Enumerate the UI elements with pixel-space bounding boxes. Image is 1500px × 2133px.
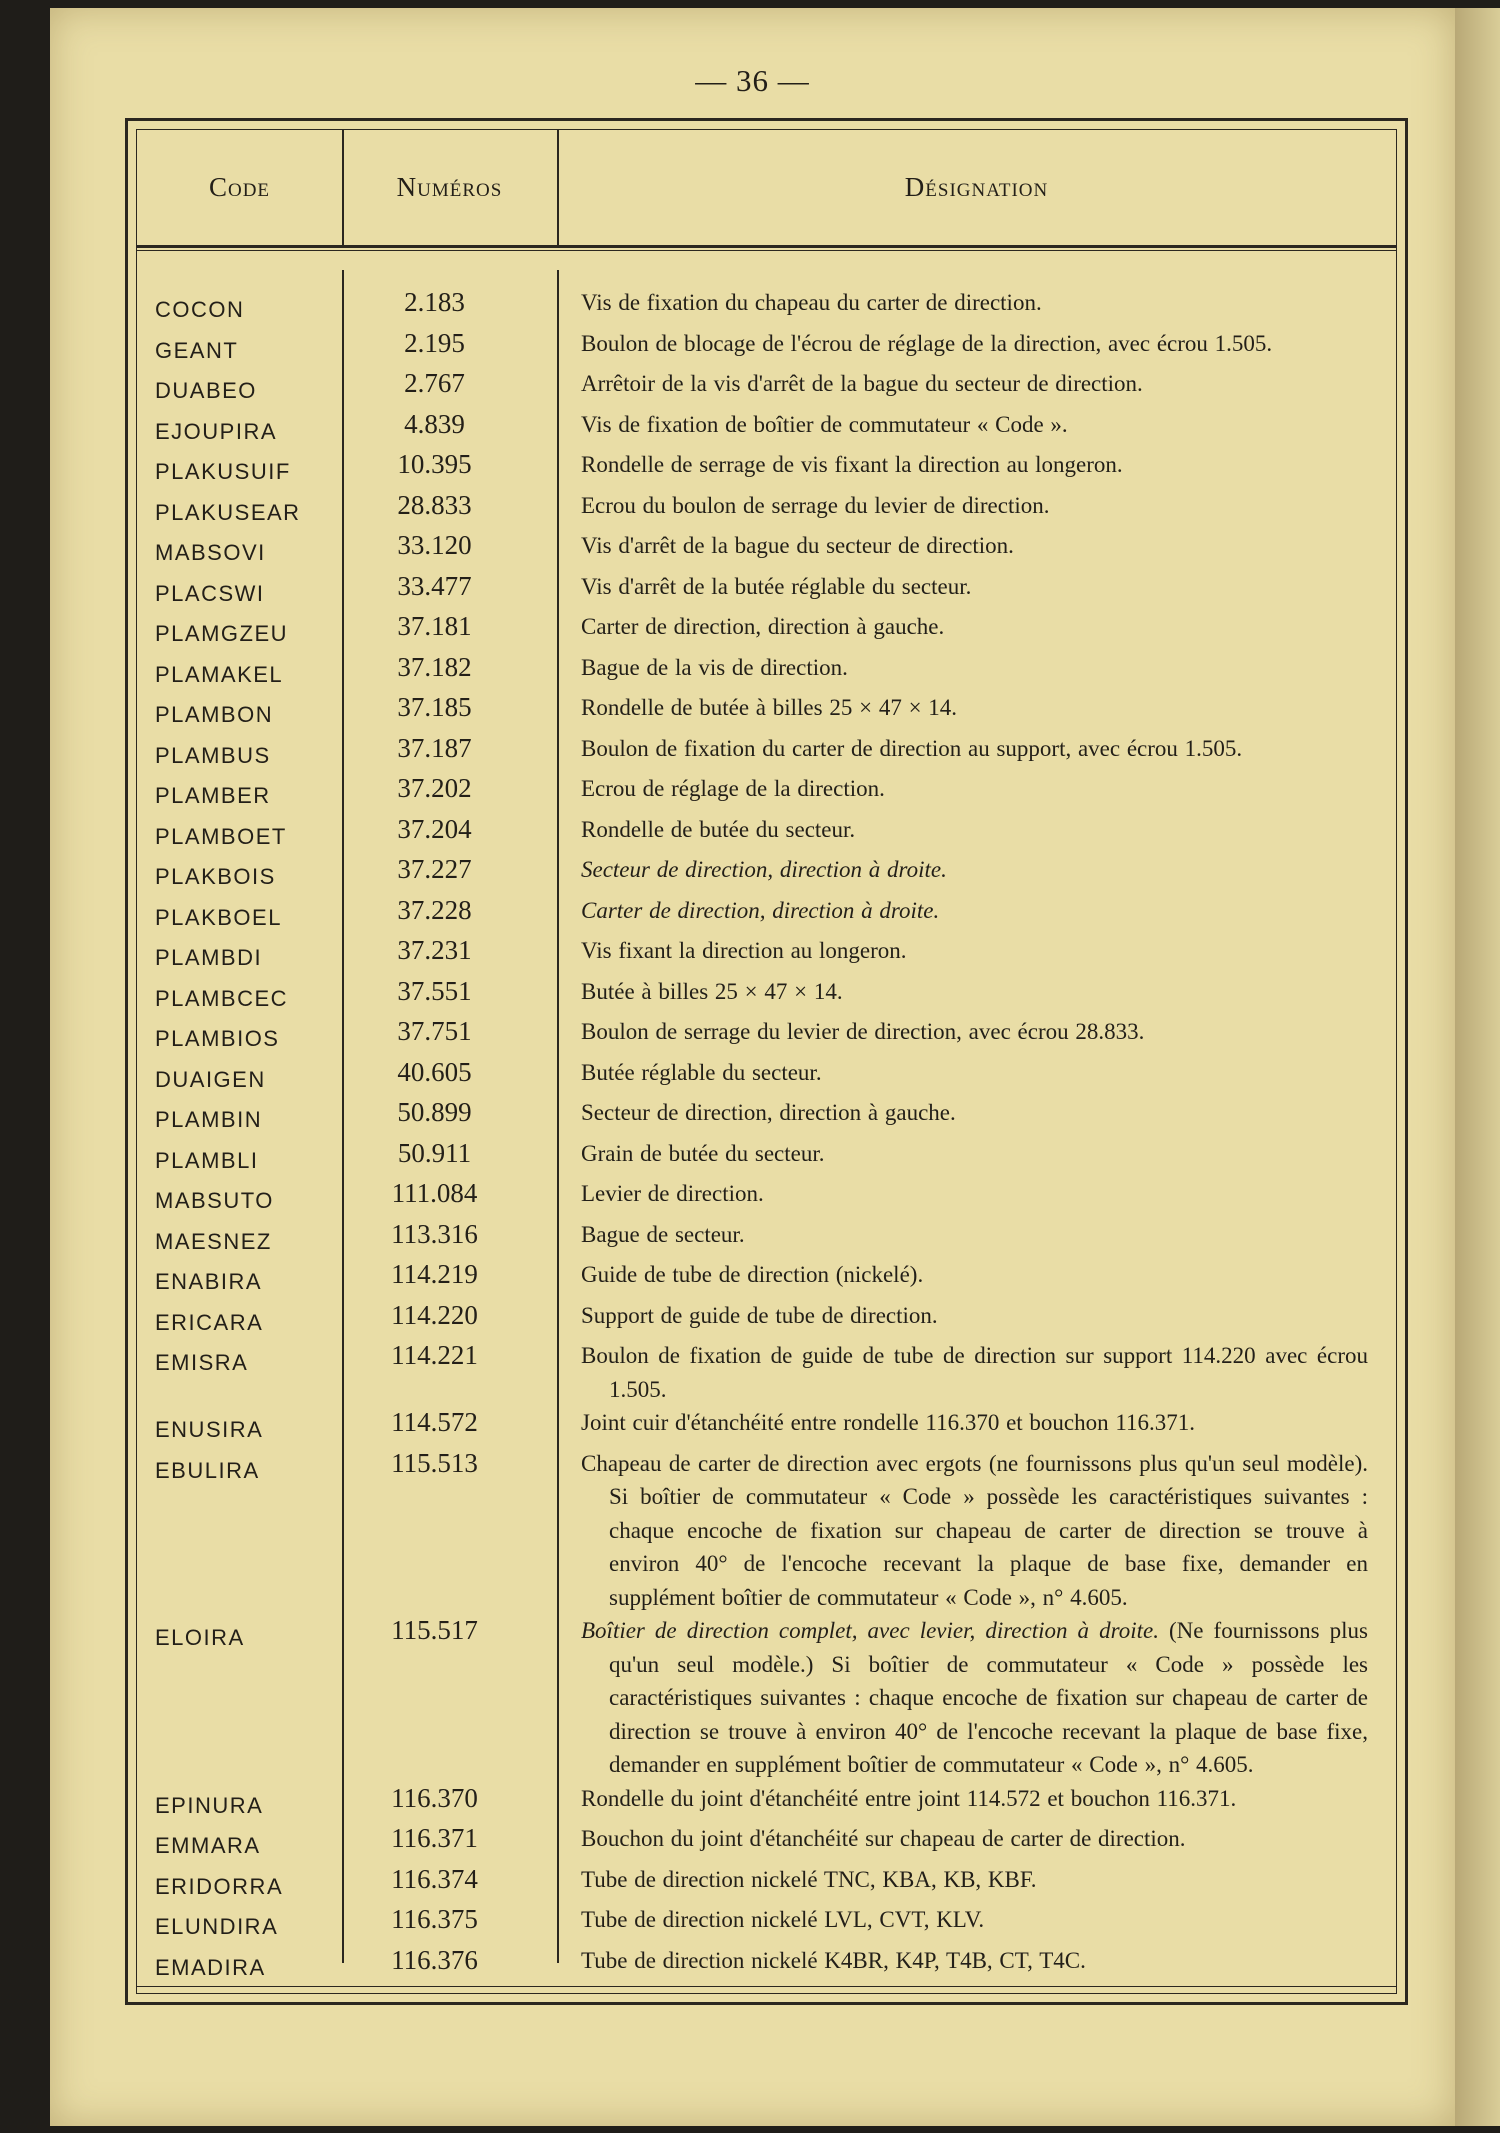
part-code: ENABIRA bbox=[155, 1269, 263, 1294]
part-designation bbox=[557, 1015, 1396, 1056]
table-row bbox=[137, 1614, 1396, 1782]
designation-text: Ecrou du boulon de serrage du levier de direction. bbox=[581, 492, 1050, 518]
part-code: PLAKUSEAR bbox=[155, 499, 301, 525]
part-number: 116.370 bbox=[391, 1782, 478, 1813]
header-rule-thin bbox=[137, 250, 1396, 251]
part-code: EMADIRA bbox=[155, 1954, 266, 1980]
part-designation bbox=[557, 1863, 1396, 1904]
designation-text: Carter de direction, direction à droite. bbox=[581, 897, 940, 923]
table-row bbox=[137, 691, 1396, 732]
table-row bbox=[137, 732, 1396, 773]
part-designation bbox=[557, 1056, 1396, 1097]
designation-text: Vis d'arrêt de la butée réglable du secteur. bbox=[581, 573, 972, 599]
part-number: 111.084 bbox=[391, 1178, 478, 1208]
part-number: 2.767 bbox=[404, 368, 465, 398]
table-row bbox=[137, 651, 1396, 692]
part-designation bbox=[557, 1944, 1396, 1985]
table-row bbox=[137, 1863, 1396, 1904]
designation-text: Vis de fixation du chapeau du carter de direction. bbox=[581, 290, 1042, 315]
table-row bbox=[137, 1339, 1396, 1406]
designation-text: Vis fixant la direction au longeron. bbox=[581, 938, 907, 963]
designation-text: Boîtier de direction complet, avec levier, direction à droite. (Ne fournissons plus qu'un seul modèle.) Si boîtier de commutateur « Code » possède les caractéristiques suivantes : chaque encoche de fixation sur chapeau de carter de direction se trouve à environ 40° de l'encoche recevant la plaque de base fixe, demander en supplément boîtier de commutateur « Code », n° 4.605. bbox=[581, 1618, 1368, 1777]
part-code: PLAMGZEU bbox=[155, 621, 289, 646]
part-code: PLAMBCEC bbox=[155, 985, 289, 1011]
part-code: ELOIRA bbox=[155, 1625, 245, 1650]
column-divider bbox=[557, 130, 559, 245]
part-number: 116.371 bbox=[391, 1823, 478, 1853]
designation-text: Vis d'arrêt de la bague du secteur de direction. bbox=[581, 533, 1014, 558]
designation-text: Boulon de blocage de l'écrou de réglage de la direction, avec écrou 1.505. bbox=[581, 330, 1273, 356]
part-number: 116.376 bbox=[391, 1944, 478, 1975]
part-number: 33.477 bbox=[397, 570, 472, 601]
part-code: DUAIGEN bbox=[155, 1066, 266, 1092]
table-row bbox=[137, 448, 1396, 489]
designation-text: Carter de direction, direction à gauche. bbox=[581, 614, 945, 639]
part-designation bbox=[557, 1258, 1396, 1299]
part-designation bbox=[557, 1406, 1396, 1447]
part-designation bbox=[557, 1299, 1396, 1340]
table-row bbox=[137, 1096, 1396, 1137]
part-number: 116.374 bbox=[391, 1863, 478, 1894]
designation-text: Bouchon du joint d'étanchéité sur chapeau de carter de direction. bbox=[581, 1826, 1186, 1851]
part-code: DUABEO bbox=[155, 378, 257, 403]
part-number: 37.751 bbox=[397, 1016, 472, 1046]
part-designation bbox=[557, 1177, 1396, 1218]
designation-text: Tube de direction nickelé TNC, KBA, KB, KBF. bbox=[581, 1866, 1037, 1892]
part-designation bbox=[557, 408, 1396, 449]
header-designation: Désignation bbox=[904, 172, 1049, 202]
part-designation bbox=[557, 853, 1396, 894]
part-number: 114.220 bbox=[391, 1299, 478, 1330]
part-code: PLACSWI bbox=[155, 580, 265, 606]
part-code: ERICARA bbox=[155, 1309, 264, 1335]
part-number: 37.202 bbox=[397, 773, 472, 803]
table-inner-border bbox=[136, 129, 1397, 1994]
part-code: PLAMBLI bbox=[155, 1147, 259, 1173]
part-code: GEANT bbox=[155, 337, 239, 363]
designation-text: Tube de direction nickelé LVL, CVT, KLV. bbox=[581, 1907, 985, 1932]
designation-text: Ecrou de réglage de la direction. bbox=[581, 776, 885, 801]
part-designation bbox=[557, 1782, 1396, 1823]
part-designation bbox=[557, 448, 1396, 489]
designation-text: Bague de secteur. bbox=[581, 1221, 745, 1247]
part-code: MABSUTO bbox=[155, 1188, 274, 1213]
part-number: 114.219 bbox=[391, 1259, 478, 1289]
part-number: 115.513 bbox=[391, 1447, 478, 1478]
parts-table bbox=[125, 118, 1408, 2005]
table-row bbox=[137, 975, 1396, 1016]
part-number: 37.551 bbox=[397, 975, 472, 1006]
designation-text: Arrêtoir de la vis d'arrêt de la bague du secteur de direction. bbox=[581, 371, 1143, 396]
part-number: 37.227 bbox=[397, 854, 472, 884]
part-number: 37.187 bbox=[397, 732, 472, 763]
part-code: COCON bbox=[155, 297, 245, 322]
part-code: EPINURA bbox=[155, 1792, 264, 1818]
part-designation bbox=[557, 327, 1396, 368]
part-code: EMISRA bbox=[155, 1350, 249, 1375]
part-designation bbox=[557, 732, 1396, 773]
part-code: PLAKBOIS bbox=[155, 864, 276, 889]
designation-text: Boulon de fixation du carter de direction au support, avec écrou 1.505. bbox=[581, 735, 1243, 761]
part-number: 37.182 bbox=[397, 651, 472, 682]
header-rule bbox=[137, 245, 1396, 248]
part-designation bbox=[557, 1822, 1396, 1863]
designation-text: Butée à billes 25 × 47 × 14. bbox=[581, 978, 843, 1004]
part-number: 2.195 bbox=[404, 327, 465, 358]
part-designation bbox=[557, 1339, 1396, 1406]
part-code: PLAKBOEL bbox=[155, 904, 282, 930]
part-number: 114.572 bbox=[391, 1407, 478, 1437]
header-numeros: Numéros bbox=[396, 172, 503, 202]
part-code: PLAMBUS bbox=[155, 742, 271, 768]
table-body bbox=[137, 286, 1396, 1984]
part-designation bbox=[557, 610, 1396, 651]
table-row bbox=[137, 853, 1396, 894]
part-code: EBULIRA bbox=[155, 1457, 260, 1483]
part-code: ERIDORRA bbox=[155, 1873, 284, 1899]
part-code: PLAMBIOS bbox=[155, 1026, 280, 1051]
part-number: 50.899 bbox=[397, 1097, 472, 1127]
column-divider bbox=[342, 130, 344, 245]
part-designation bbox=[557, 489, 1396, 530]
header-code: Code bbox=[208, 172, 271, 202]
part-number: 4.839 bbox=[404, 408, 465, 439]
table-row bbox=[137, 1258, 1396, 1299]
designation-text: Rondelle du joint d'étanchéité entre joint 114.572 et bouchon 116.371. bbox=[581, 1785, 1237, 1811]
part-designation bbox=[557, 1614, 1396, 1782]
part-designation bbox=[557, 1903, 1396, 1944]
part-code: PLAMBIN bbox=[155, 1107, 263, 1132]
part-designation bbox=[557, 772, 1396, 813]
table-row bbox=[137, 286, 1396, 327]
part-code: EMMARA bbox=[155, 1833, 261, 1858]
designation-text: Butée réglable du secteur. bbox=[581, 1059, 822, 1085]
table-row bbox=[137, 772, 1396, 813]
table-row bbox=[137, 1177, 1396, 1218]
part-designation bbox=[557, 894, 1396, 935]
table-row bbox=[137, 1782, 1396, 1823]
table-row bbox=[137, 327, 1396, 368]
designation-text: Bague de la vis de direction. bbox=[581, 654, 848, 680]
part-number: 37.204 bbox=[397, 813, 472, 844]
part-number: 50.911 bbox=[397, 1137, 472, 1168]
designation-text: Rondelle de butée du secteur. bbox=[581, 816, 856, 842]
table-row bbox=[137, 1447, 1396, 1615]
designation-text: Boulon de serrage du levier de direction, avec écrou 28.833. bbox=[581, 1019, 1145, 1044]
table-row bbox=[137, 1015, 1396, 1056]
designation-text: Tube de direction nickelé K4BR, K4P, T4B, CT, T4C. bbox=[581, 1947, 1086, 1973]
table-row bbox=[137, 1944, 1396, 1985]
designation-text: Boulon de fixation de guide de tube de direction sur support 114.220 avec écrou 1.505. bbox=[581, 1343, 1368, 1402]
italic-lead: Boîtier de direction complet, avec levier, direction à droite. bbox=[581, 1618, 1159, 1643]
table-row bbox=[137, 1299, 1396, 1340]
part-designation bbox=[557, 975, 1396, 1016]
designation-text: Secteur de direction, direction à gauche. bbox=[581, 1100, 956, 1125]
part-code: MAESNEZ bbox=[155, 1228, 272, 1254]
part-code: PLAKUSUIF bbox=[155, 459, 291, 484]
part-designation bbox=[557, 1218, 1396, 1259]
part-number: 37.231 bbox=[397, 935, 472, 965]
part-designation bbox=[557, 1137, 1396, 1178]
table-row bbox=[137, 934, 1396, 975]
part-code: PLAMBDI bbox=[155, 945, 263, 970]
table-row bbox=[137, 813, 1396, 854]
part-designation bbox=[557, 691, 1396, 732]
designation-text: Chapeau de carter de direction avec ergots (ne fournissons plus qu'un seul modèle). Si boîtier de commutateur « Code » possède les caractéristiques suivantes : chaque encoche de fixation sur chapeau de carter de direction se trouve à environ 40° de l'encoche recevant la plaque de base fixe, demander en supplément boîtier de commutateur « Code », n° 4.605. bbox=[581, 1450, 1368, 1610]
part-designation bbox=[557, 1447, 1396, 1615]
table-row bbox=[137, 489, 1396, 530]
part-number: 40.605 bbox=[397, 1056, 472, 1087]
table-row bbox=[137, 1056, 1396, 1097]
part-code: EJOUPIRA bbox=[155, 418, 278, 444]
part-designation bbox=[557, 813, 1396, 854]
part-number: 114.221 bbox=[391, 1340, 478, 1370]
part-designation bbox=[557, 367, 1396, 408]
part-number: 2.183 bbox=[404, 287, 465, 317]
page-number: — 36 — bbox=[695, 63, 810, 98]
table-row bbox=[137, 1218, 1396, 1259]
table-row bbox=[137, 1137, 1396, 1178]
table-row bbox=[137, 367, 1396, 408]
part-code: ENUSIRA bbox=[155, 1417, 264, 1442]
table-row bbox=[137, 408, 1396, 449]
page-edge bbox=[1455, 8, 1500, 2126]
part-number: 33.120 bbox=[397, 530, 472, 560]
designation-text: Grain de butée du secteur. bbox=[581, 1140, 825, 1166]
part-number: 28.833 bbox=[397, 489, 472, 520]
part-code: PLAMBON bbox=[155, 702, 274, 727]
part-code: MABSOVI bbox=[155, 540, 266, 565]
part-code: PLAMBOET bbox=[155, 823, 287, 849]
part-designation bbox=[557, 286, 1396, 327]
part-number: 115.517 bbox=[391, 1615, 478, 1645]
designation-text: Joint cuir d'étanchéité entre rondelle 116.370 et bouchon 116.371. bbox=[581, 1410, 1196, 1435]
part-code: ELUNDIRA bbox=[155, 1914, 279, 1939]
table-row bbox=[137, 1406, 1396, 1447]
part-code: PLAMBER bbox=[155, 783, 271, 808]
table-row bbox=[137, 570, 1396, 611]
part-number: 116.375 bbox=[391, 1904, 478, 1934]
part-number: 37.181 bbox=[397, 611, 472, 641]
table-row bbox=[137, 1903, 1396, 1944]
table-row bbox=[137, 610, 1396, 651]
designation-text: Guide de tube de direction (nickelé). bbox=[581, 1262, 924, 1287]
part-designation bbox=[557, 529, 1396, 570]
part-number: 10.395 bbox=[397, 449, 472, 479]
designation-text: Vis de fixation de boîtier de commutateur « Code ». bbox=[581, 411, 1068, 437]
designation-text: Levier de direction. bbox=[581, 1181, 764, 1206]
part-number: 113.316 bbox=[391, 1218, 478, 1249]
part-designation bbox=[557, 1096, 1396, 1137]
designation-text: Rondelle de serrage de vis fixant la direction au longeron. bbox=[581, 452, 1123, 477]
designation-text: Rondelle de butée à billes 25 × 47 × 14. bbox=[581, 695, 958, 720]
part-designation bbox=[557, 570, 1396, 611]
designation-text: Secteur de direction, direction à droite. bbox=[581, 857, 947, 882]
table-row bbox=[137, 1822, 1396, 1863]
footer-rule bbox=[137, 1986, 1396, 1987]
designation-text: Support de guide de tube de direction. bbox=[581, 1302, 938, 1328]
table-row bbox=[137, 894, 1396, 935]
part-number: 37.185 bbox=[397, 692, 472, 722]
part-code: PLAMAKEL bbox=[155, 661, 284, 687]
table-row bbox=[137, 529, 1396, 570]
part-designation bbox=[557, 651, 1396, 692]
part-number: 37.228 bbox=[397, 894, 472, 925]
part-designation bbox=[557, 934, 1396, 975]
